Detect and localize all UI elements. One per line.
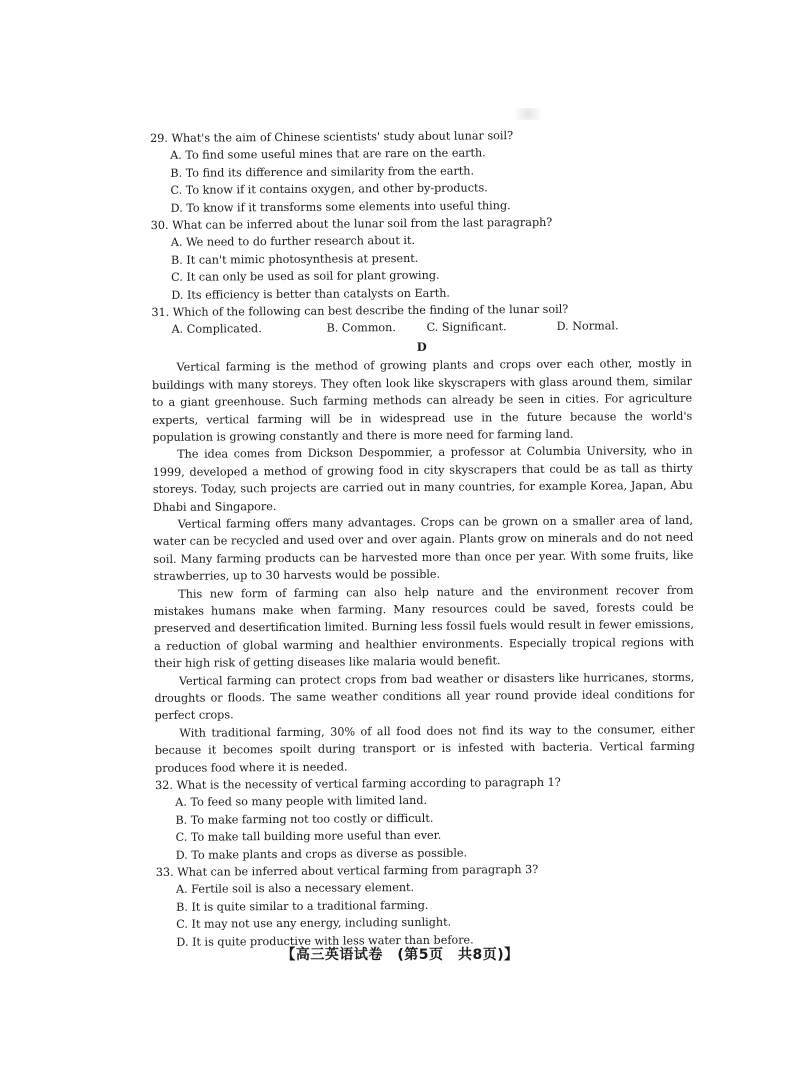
options-row (172, 317, 692, 338)
question-33 (156, 860, 697, 951)
question-30 (151, 213, 692, 304)
option-b: B. To find its difference and similarity from the earth. (170, 164, 475, 180)
option-d: D. To make plants and crops as diverse as possible. (175, 846, 468, 862)
question-stem: 33. What can be inferred about vertical farming from paragraph 3? (155, 863, 539, 880)
option-a: A. To feed so many people with limited land. (175, 794, 428, 810)
option-b: B. To make farming not too costly or difficult. (175, 811, 434, 827)
passage-paragraph: Vertical farming offers many advantages. Crops can be grown on a smaller area of land, water can be recycled and used over and over again. Plants grow on minerals and do not need soil. Many farming products can be harvested more than once per year. With some fruits, like strawberries, up to 30 harvests would be possible. (153, 513, 694, 584)
passage-paragraph: Vertical farming can protect crops from bad weather or disasters like hurricanes, storms, droughts or floods. The same weather conditions all year round provide ideal conditions for perfect crops. (154, 670, 695, 723)
passage-paragraph: The idea comes from Dickson Despommier, a professor at Columbia University, who in 1999, developed a method of growing food in city skyscrapers that could be as tall as thirty storeys. Today, such projects are carried out in many countries, for example Korea, Japan, Abu Dhabi and Singapore. (152, 444, 693, 514)
passage-paragraph: This new form of farming can also help nature and the environment recover from mistakes humans make when farming. Many resources could be saved, forests could be preserved and desertification limited. Burning less fossil fuels would result in fewer emissions, a reduction of global warming and healthier environments. Especially tropical regions with their high risk of getting diseases like malaria would benefit. (153, 583, 695, 671)
option-a: A. We need to do further research about it. (170, 234, 416, 250)
question-stem: 29. What's the aim of Chinese scientists' study about lunar soil? (150, 129, 514, 145)
option-d: D. It is quite productive with less water than before. (176, 933, 474, 949)
option-b: B. It is quite similar to a traditional farming. (176, 898, 429, 914)
option-c: C. To know if it contains oxygen, and other by-products. (170, 181, 488, 198)
reading-passage (152, 355, 695, 777)
option-c: C. To make tall building more useful than ever. (175, 828, 442, 845)
option-c: C. It may not use any energy, including sunlight. (176, 915, 452, 932)
option-d: D. To know if it transforms some elements into useful thing. (170, 198, 511, 215)
question-stem: 31. Which of the following can best describe the finding of the lunar soil? (151, 302, 569, 320)
question-32 (155, 773, 696, 864)
question-stem: 32. What is the necessity of vertical farming according to paragraph 1? (155, 775, 561, 793)
page-footer: 【高三英语试卷 (第5页 共8页)】 (281, 947, 519, 963)
question-29 (150, 126, 691, 217)
passage-paragraph: Vertical farming is the method of growing plants and crops over each other, mostly in buildings with many storeys. They often look like skyscrapers with glass around them, similar to a giant greenhouse. Such farming methods can already be seen in cities. For agriculture experts, vertical farming will be in widespread use in the future because the world's population is growing constantly and there is more need for farming land. (151, 357, 693, 444)
option-a: A. Fertile soil is also a necessary element. (175, 881, 415, 897)
question-stem: 30. What can be inferred about the lunar soil from the last paragraph? (150, 215, 553, 233)
option-b: B. Common. (326, 321, 396, 336)
option-d: D. Its efficiency is better than catalysts on Earth. (171, 286, 450, 302)
exam-content (150, 126, 696, 951)
section-label: D (416, 339, 427, 354)
option-d: D. Normal. (556, 319, 619, 334)
question-31 (151, 300, 691, 339)
option-c: C. Significant. (426, 320, 507, 335)
option-c: C. It can only be used as soil for plant growing. (171, 268, 440, 285)
option-a: A. Complicated. (171, 322, 262, 337)
option-a: A. To find some useful mines that are rare on the earth. (170, 146, 486, 163)
passage-paragraph: With traditional farming, 30% of all food does not find its way to the consumer, either because it becomes spoilt during transport or is infested with bacteria. Vertical farming produces food where it is needed. (154, 722, 695, 775)
scan-speck (508, 108, 548, 120)
option-b: B. It can't mimic photosynthesis at present. (170, 251, 419, 267)
